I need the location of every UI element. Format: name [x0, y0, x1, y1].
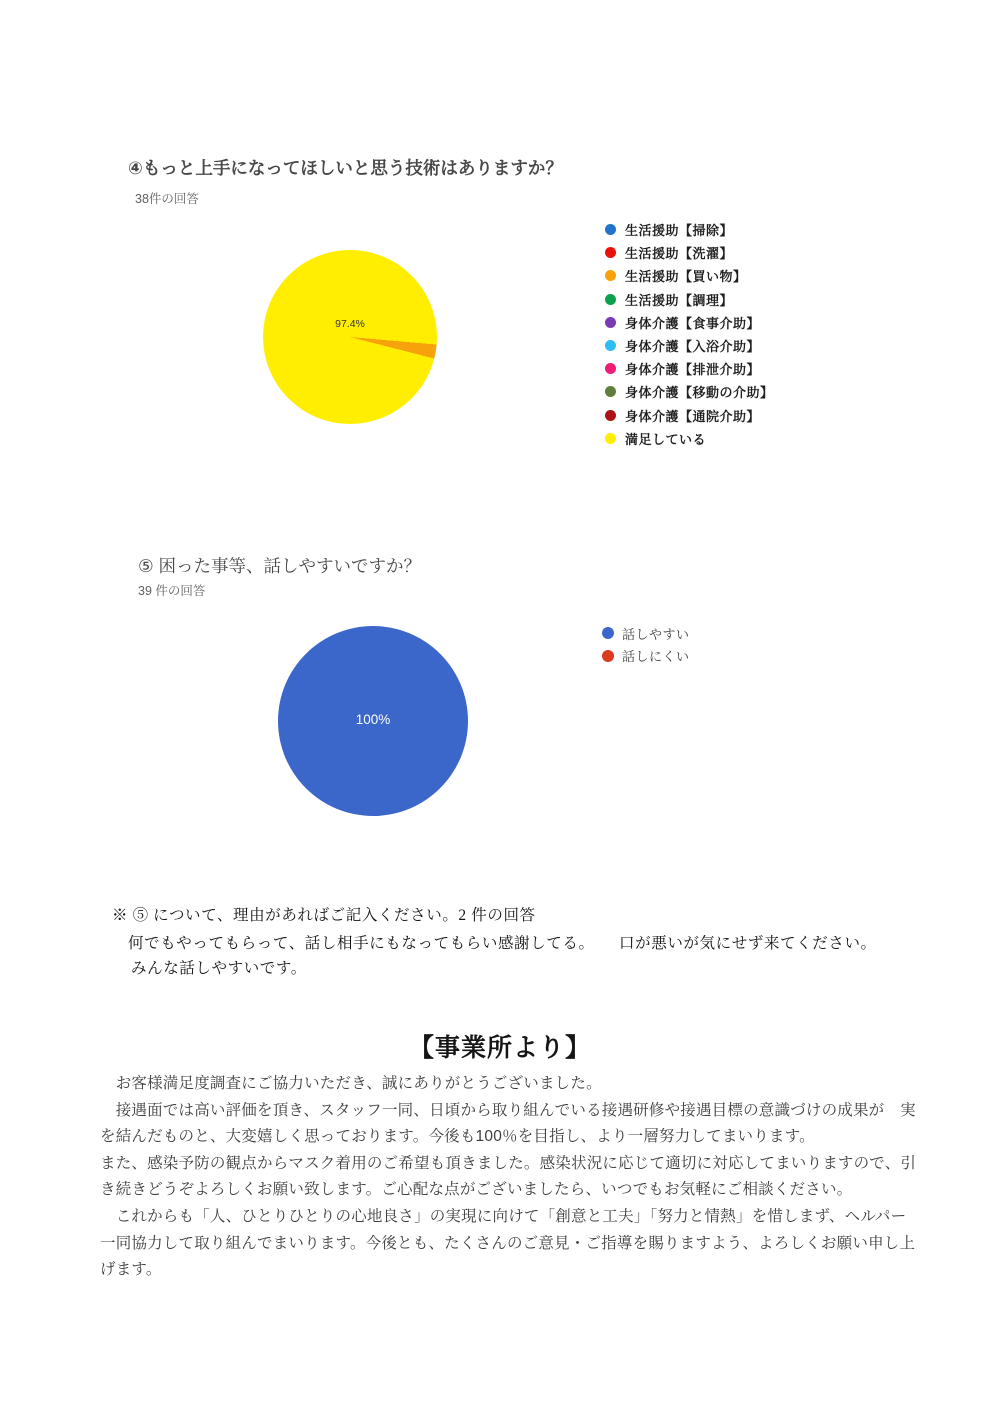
office-heading: 【事業所より】: [408, 1034, 591, 1062]
legend-label: 身体介護【排泄介助】: [625, 362, 761, 378]
legend-item: [605, 357, 774, 380]
legend-item: [605, 288, 774, 311]
chart2-title: ⑤ 困った事等、話しやすいですか？: [138, 556, 422, 576]
legend-swatch-icon: [605, 247, 616, 258]
chart2-data-label: 100%: [355, 712, 391, 727]
legend-swatch-icon: [605, 340, 616, 351]
legend-item: [605, 404, 774, 427]
legend-label: 生活援助【買い物】: [625, 269, 747, 285]
chart2-response-count: 39 件の回答: [138, 584, 206, 598]
office-text-line: これからも「人、ひとりひとりの心地良さ」の実現に向けて「創意と工夫」「努力と情熱」を惜しまず、ヘルパー: [100, 1207, 907, 1225]
office-text-line: 接遇面では高い評価を頂き、スタッフ一同、日頃から取り組んでいる接遇研修や接遇目標の意識づけの成果が 実: [100, 1101, 916, 1119]
chart1-pie: [263, 250, 437, 424]
legend-item: [605, 427, 774, 450]
legend-swatch-icon: [602, 627, 614, 639]
legend-item: [605, 311, 774, 334]
chart1-legend: [605, 218, 774, 450]
legend-label: 話しやすい: [622, 626, 690, 642]
legend-label: 生活援助【調理】: [625, 292, 734, 308]
note-answer: みんな話しやすいです。: [131, 960, 307, 977]
legend-swatch-icon: [605, 386, 616, 397]
chart1-response-count: 38件の回答: [135, 192, 199, 206]
legend-swatch-icon: [605, 410, 616, 421]
legend-item: [605, 334, 774, 357]
legend-label: 生活援助【掃除】: [625, 223, 734, 239]
legend-item: [605, 218, 774, 241]
legend-label: 身体介護【移動の介助】: [625, 385, 774, 401]
note-answer: 何でもやってもらって、話し相手にもなってもらい感謝してる。 口が悪いが気にせず来てください。: [128, 935, 877, 952]
legend-item: [605, 264, 774, 287]
note-heading: ※ ⑤ について、理由があればご記入ください。2 件の回答: [112, 907, 536, 924]
office-text-line: げます。: [100, 1261, 162, 1279]
office-text-line: を結んだものと、大変嬉しく思っております。今後も100％を目指し、より一層努力してまいります。: [100, 1128, 815, 1146]
chart1-title: ④もっと上手になってほしいと思う技術はありますか？: [128, 158, 563, 178]
legend-label: 生活援助【洗濯】: [625, 246, 734, 262]
legend-label: 身体介護【食事介助】: [625, 315, 761, 331]
legend-swatch-icon: [605, 363, 616, 374]
legend-swatch-icon: [605, 294, 616, 305]
legend-label: 話しにくい: [622, 649, 690, 665]
legend-label: 身体介護【通院介助】: [625, 408, 761, 424]
chart2-legend: [602, 622, 690, 667]
chart1-data-label: 97.4%: [335, 318, 365, 330]
legend-swatch-icon: [605, 317, 616, 328]
office-text-line: 一同協力して取り組んでまいります。今後とも、たくさんのご意見・ご指導を賜りますよう、よろしくお願い申し上: [100, 1234, 916, 1252]
legend-item: [602, 645, 690, 668]
office-text-line: き続きどうぞよろしくお願い致します。ご心配な点がございましたら、いつでもお気軽にご相談ください。: [100, 1181, 853, 1199]
legend-label: 満足している: [625, 431, 707, 447]
legend-swatch-icon: [605, 270, 616, 281]
office-body: [100, 1071, 926, 1284]
legend-swatch-icon: [602, 650, 614, 662]
legend-item: [605, 241, 774, 264]
legend-label: 身体介護【入浴介助】: [625, 339, 761, 355]
legend-item: [605, 380, 774, 403]
legend-swatch-icon: [605, 224, 616, 235]
legend-swatch-icon: [605, 433, 616, 444]
office-text-line: お客様満足度調査にご協力いただき、誠にありがとうございました。: [100, 1075, 602, 1092]
office-text-line: また、感染予防の観点からマスク着用のご希望も頂きました。感染状況に応じて適切に対応してまいりますので、引: [100, 1154, 917, 1172]
legend-item: [602, 622, 690, 645]
